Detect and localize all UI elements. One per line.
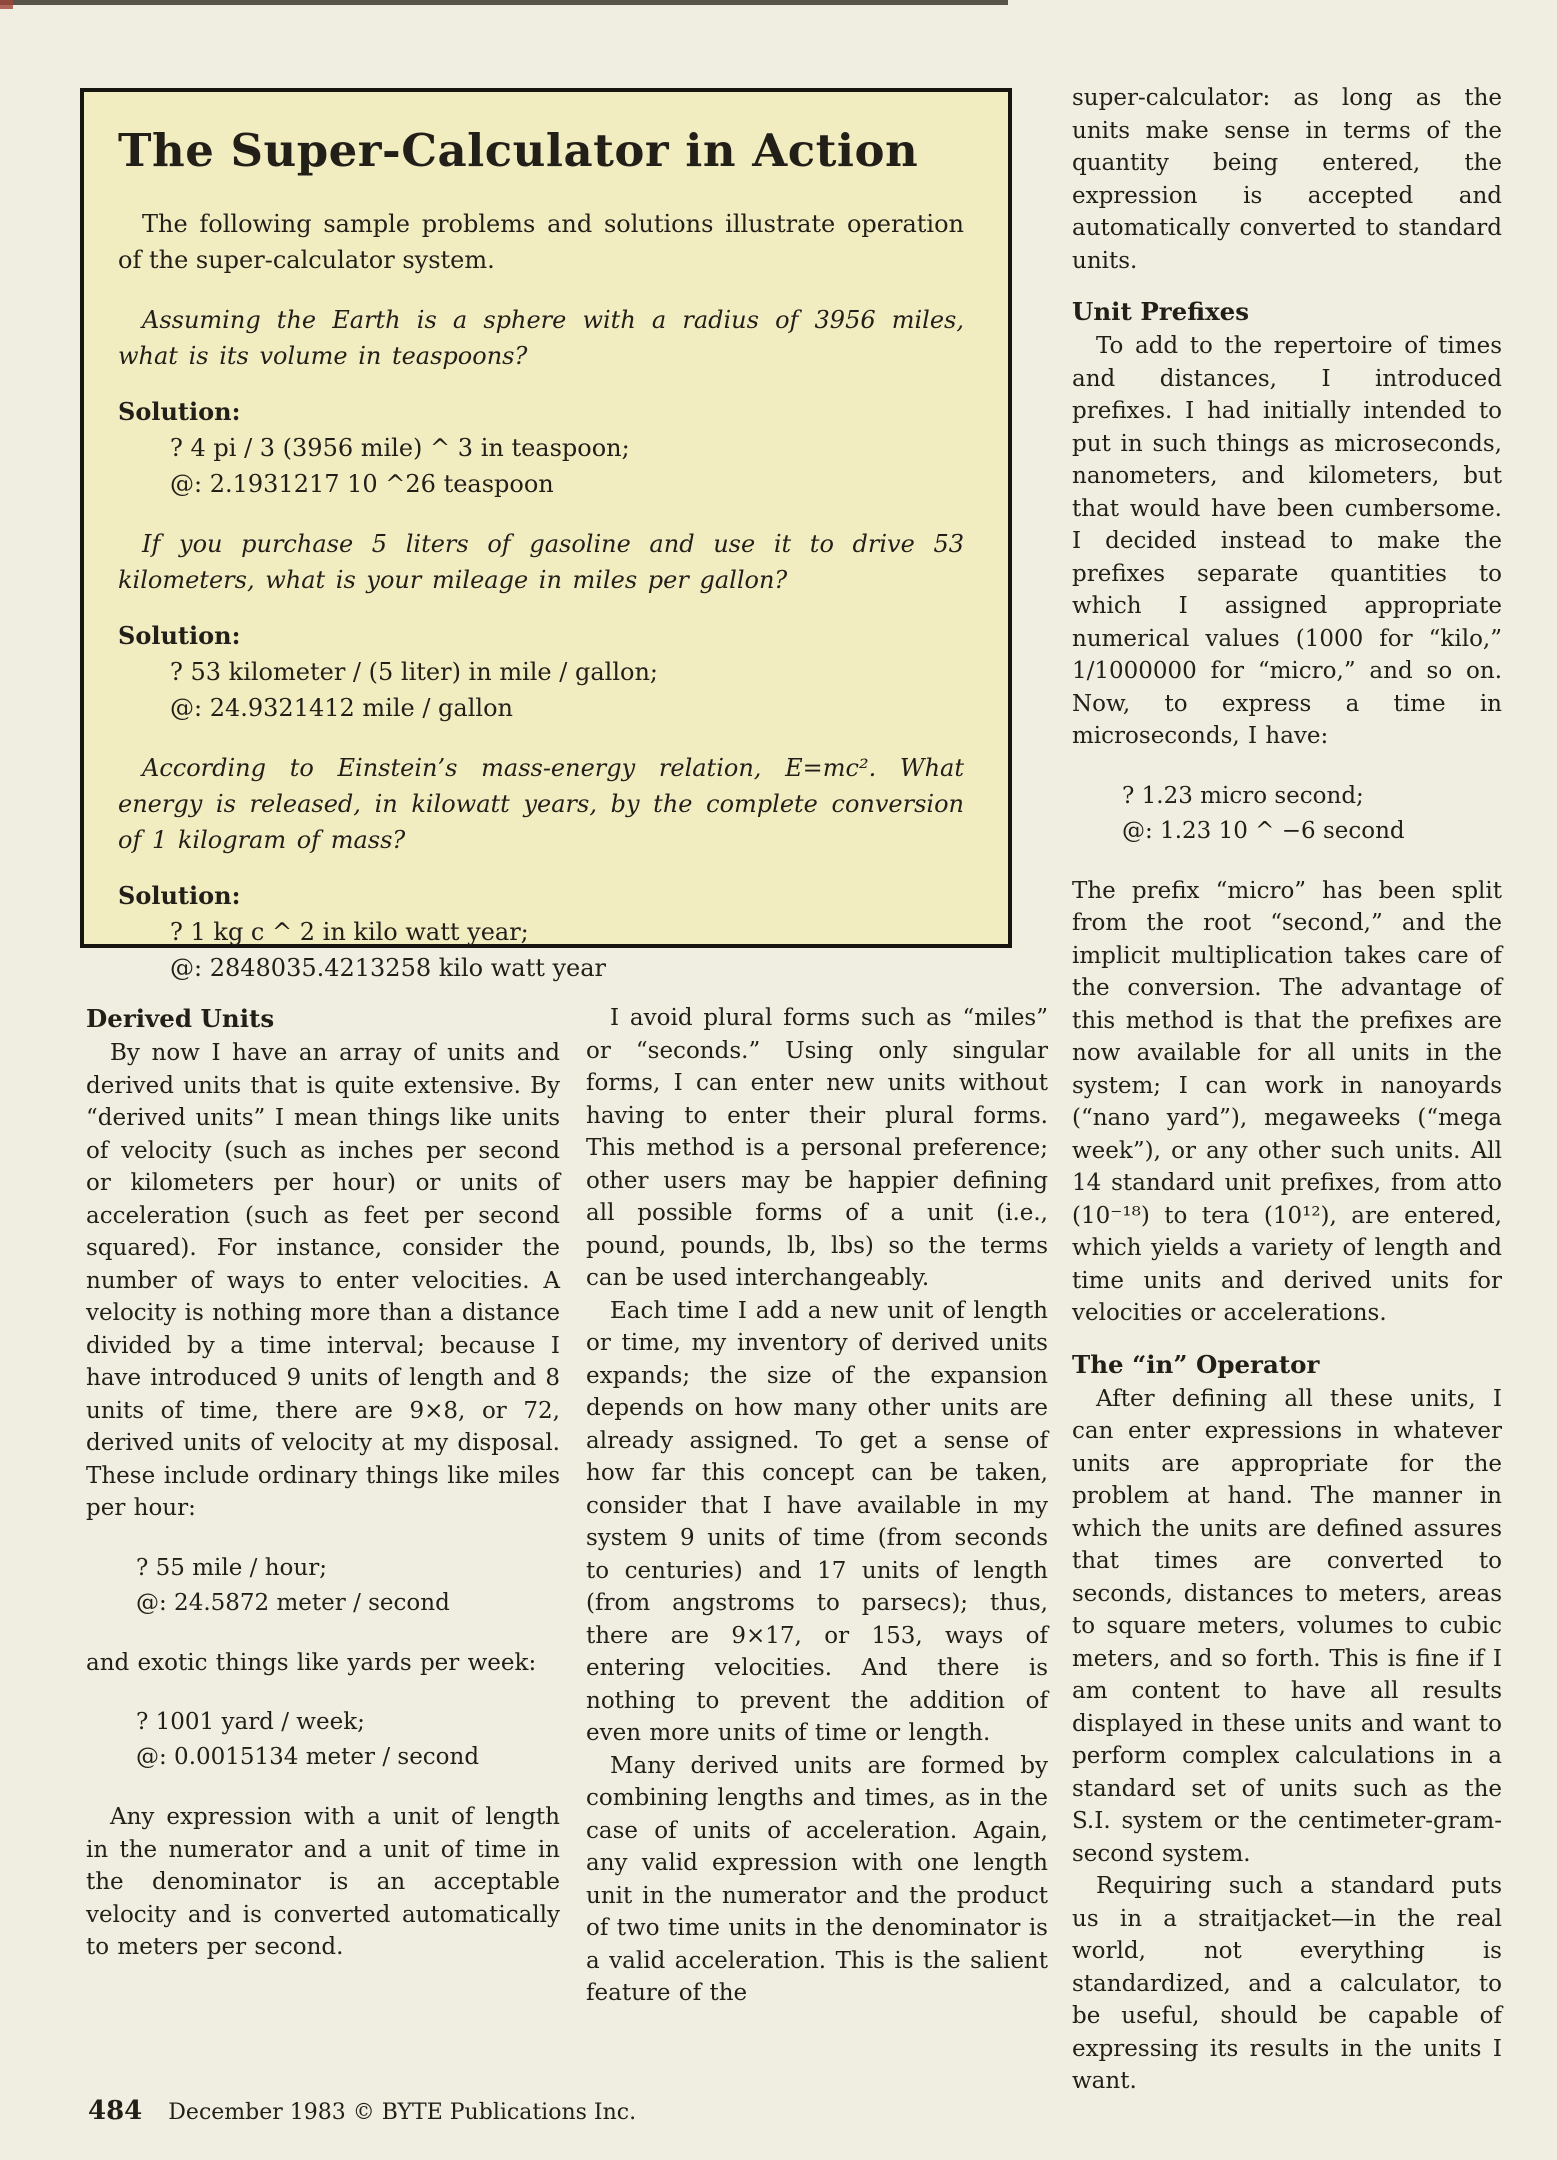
solution-label: Solution: <box>118 396 241 426</box>
body-paragraph: The prefix “micro” has been split from the root “second,” and the implicit multiplication takes care of the conversion. The advantage of this method is that the prefixes are now available for all units in the system; I can work in nanoyards (“nano yard”), megaweeks (“mega week”), or any other such units. All 14 standard unit prefixes, from atto (10⁻¹⁸) to tera (10¹²), are entered, which yields a variety of length and time units and derived units for velocities or accelerations. <box>1072 877 1502 1326</box>
body-paragraph: After defining all these units, I can enter expressions in whatever units are appropriate for the problem at hand. The manner in which the units are defined assures that times are converted to seconds, distances to meters, areas to square meters, volumes to cubic meters, and so forth. This is fine if I am content to have all results displayed in these units and want to perform complex calculations in a standard set of units such as the S.I. system or the centimeter-gram-second system. <box>1072 1385 1502 1867</box>
problem-1-solution <box>118 394 964 502</box>
problem-2-question: If you purchase 5 liters of gasoline and use it to drive 53 kilometers, what is your mileage in miles per gallon? <box>118 529 964 594</box>
problem-2-solution <box>118 618 964 726</box>
calculator-entry: ? 53 kilometer / (5 liter) in mile / gallon; <box>170 657 658 686</box>
calculator-example <box>136 1551 560 1621</box>
body-paragraph: By now I have an array of units and derived units that is quite extensive. By “derived units” I mean things like units of velocity (such as inches per second or kilometers per hour) or units of acceleration (such as feet per second squared). For instance, consider the number of ways to enter velocities. A velocity is nothing more than a distance divided by a time interval; because I have introduced 9 units of length and 8 units of time, there are 9×8, or 72, derived units of velocity at my disposal. These include ordinary things like miles per hour: <box>86 1040 560 1521</box>
problem-1-question: Assuming the Earth is a sphere with a radius of 3956 miles, what is its volume in teaspoons? <box>118 305 964 370</box>
scan-corner-mark <box>0 0 13 9</box>
heading-unit-prefixes: Unit Prefixes <box>1072 297 1250 326</box>
calculator-result: @: 2848035.4213258 kilo watt year <box>170 953 607 982</box>
solution-label: Solution: <box>118 620 241 650</box>
problem-3-question: According to Einstein’s mass-energy relation, E=mc². What energy is released, in kilowatt years, by the complete conversion of 1 kilogram of mass? <box>118 753 964 854</box>
calculator-example <box>1122 779 1502 849</box>
page-footer <box>88 2096 636 2126</box>
calculator-result: @: 2.1931217 10 ^26 teaspoon <box>170 469 554 498</box>
heading-in-operator: The “in” Operator <box>1072 1349 1320 1379</box>
scan-edge-artifact <box>0 0 1008 5</box>
calculator-result: @: 1.23 10 ^ −6 second <box>1122 817 1405 844</box>
calculator-entry: ? 4 pi / 3 (3956 mile) ^ 3 in teaspoon; <box>170 433 630 462</box>
sidebar-intro: The following sample problems and solutions illustrate operation of the super-calculator system. <box>118 209 964 274</box>
calculator-entry: ? 55 mile / hour; <box>136 1554 327 1581</box>
calculator-result: @: 24.9321412 mile / gallon <box>170 693 513 722</box>
heading-derived-units: Derived Units <box>86 1004 275 1033</box>
column-right <box>1072 82 1502 2098</box>
calculator-result: @: 0.0015134 meter / second <box>136 1744 480 1770</box>
body-paragraph: Requiring such a standard puts us in a straitjacket—in the real world, not everything is standardized, and a calculator, to be useful, should be capable of expressing its results in the units I want. <box>1072 1873 1502 2094</box>
body-paragraph: I avoid plural forms such as “miles” or “seconds.” Using only singular forms, I can enter new units without having to enter their plural forms. This method is a personal preference; other users may be happier defining all possible forms of a unit (i.e., pound, pounds, lb, lbs) so the terms can be used interchangeably. <box>586 1005 1048 1291</box>
body-paragraph: Any expression with a unit of length in the numerator and a unit of time in the denominator is an acceptable velocity and is converted automatically to meters per second. <box>86 1804 560 1960</box>
super-calculator-sidebar-box <box>80 88 1012 982</box>
calculator-result: @: 24.5872 meter / second <box>136 1589 450 1616</box>
body-paragraph: To add to the repertoire of times and distances, I introduced prefixes. I had initially intended to put in such things as microseconds, nanometers, and kilometers, but that would have been cumbersome. I decided instead to make the prefixes separate quantities to which I assigned appropriate numerical values (1000 for “kilo,” 1/1000000 for “micro,” and so on. Now, to express a time in microseconds, I have: <box>1072 333 1502 749</box>
sidebar-title: The Super-Calculator in Action <box>118 124 919 177</box>
column-middle <box>586 1002 1048 2010</box>
body-paragraph: Each time I add a new unit of length or time, my inventory of derived units expands; the size of the expansion depends on how many other units are already assigned. To get a sense of how far this concept can be taken, consider that I have available in my system 9 units of time (from seconds to centuries) and 17 units of length (from angstroms to parsecs); thus, there are 9×17, or 153, ways of entering velocities. And there is nothing to prevent the addition of even more units of time or length. <box>586 1297 1048 1746</box>
body-paragraph: and exotic things like yards per week: <box>86 1649 537 1676</box>
page-number: 484 <box>88 2096 143 2126</box>
calculator-entry: ? 1 kg c ^ 2 in kilo watt year; <box>170 917 529 946</box>
solution-label: Solution: <box>118 880 241 910</box>
column-left <box>86 1002 560 1964</box>
calculator-entry: ? 1001 yard / week; <box>136 1709 365 1735</box>
footer-credit: December 1983 © BYTE Publications Inc. <box>168 2100 637 2125</box>
calculator-entry: ? 1.23 micro second; <box>1122 782 1364 809</box>
calculator-example <box>136 1705 560 1775</box>
body-paragraph: super-calculator: as long as the units make sense in terms of the quantity being entered, the expression is accepted and automatically converted to standard units. <box>1072 85 1502 274</box>
problem-3-solution <box>118 878 964 986</box>
body-paragraph: Many derived units are formed by combining lengths and times, as in the case of units of acceleration. Again, any valid expression with one length unit in the numerator and the product of two time units in the denominator is a valid acceleration. This is the salient feature of the <box>586 1752 1048 2006</box>
